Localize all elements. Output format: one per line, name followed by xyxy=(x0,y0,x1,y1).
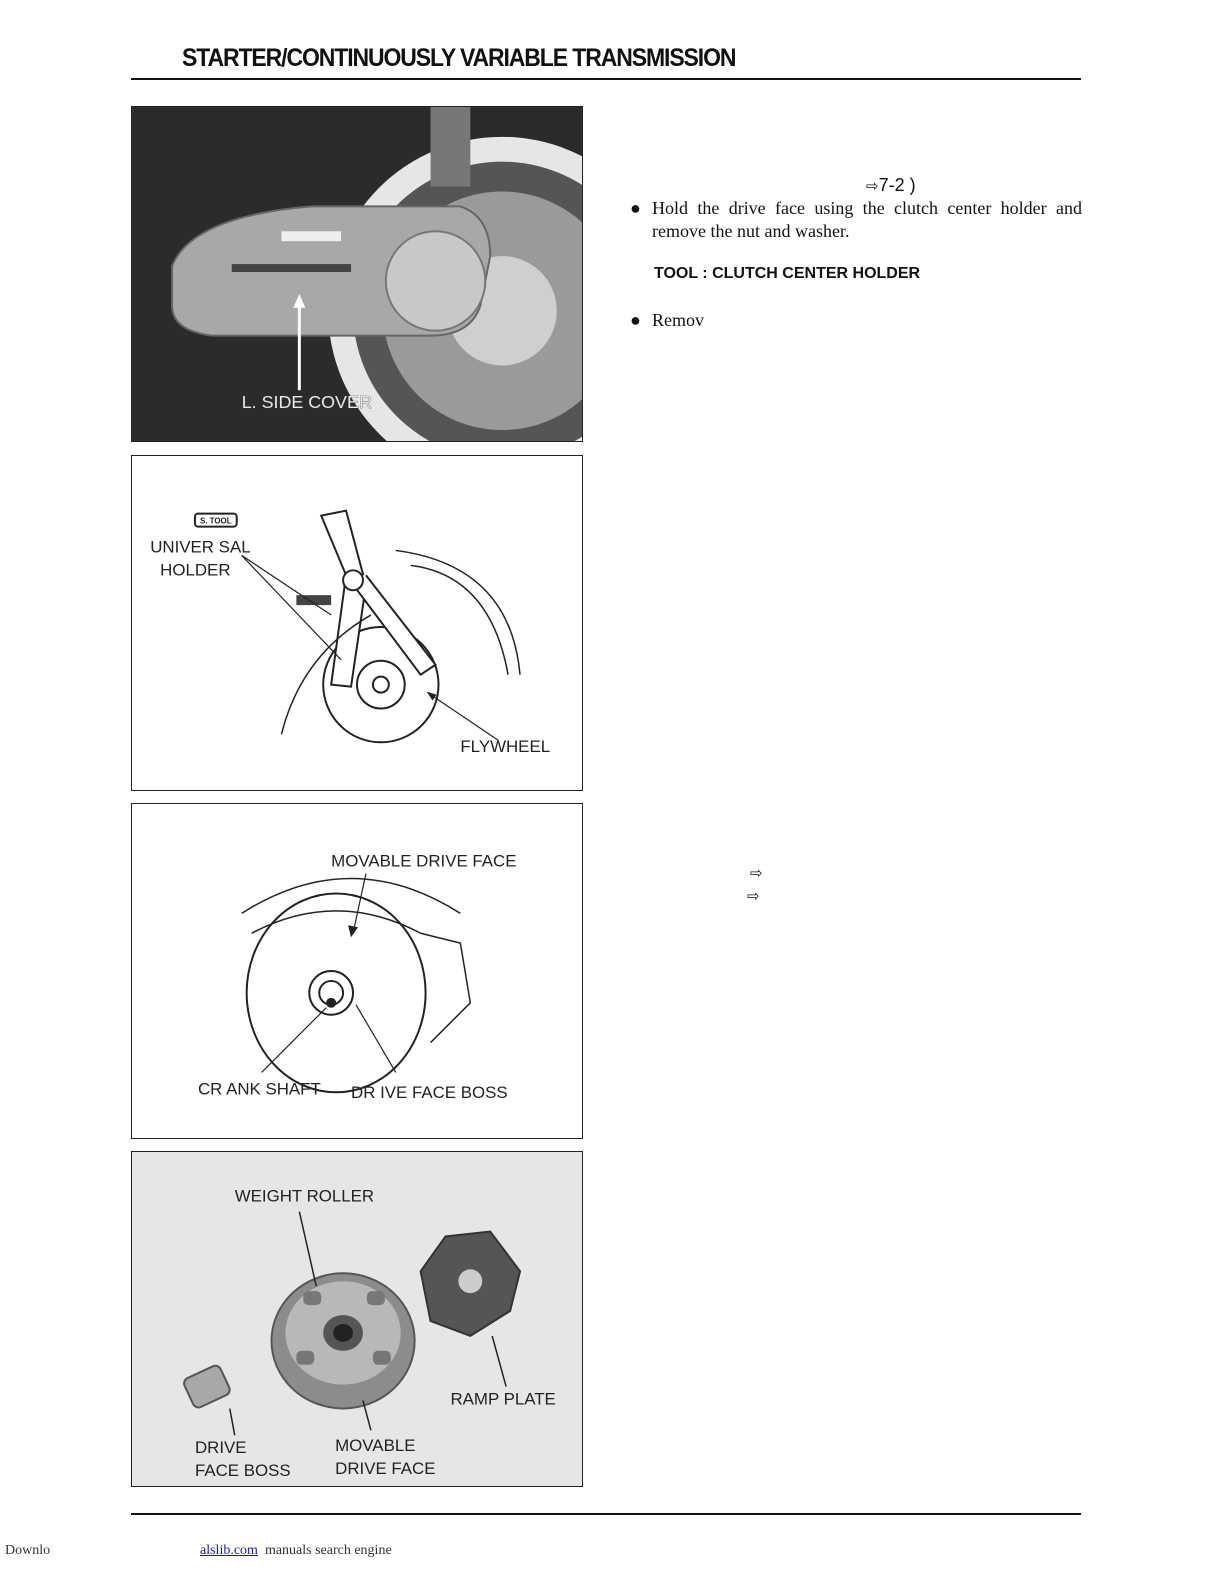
reference-note xyxy=(866,175,916,196)
arrow-right-icon: ⇨ xyxy=(747,887,760,905)
stool-badge-text: S. TOOL xyxy=(199,516,232,526)
universal-holder-drawing xyxy=(132,456,582,790)
arrow-right-icon: ⇨ xyxy=(750,864,763,882)
side-cover-illustration xyxy=(132,107,582,441)
label-ramp-plate: RAMP PLATE xyxy=(450,1389,556,1409)
label-drive-face: DRIVE FACE xyxy=(335,1459,436,1479)
label-movable: MOVABLE xyxy=(335,1436,416,1456)
footer-rule xyxy=(131,1513,1081,1515)
label-universal: UNIVER SAL xyxy=(150,537,251,557)
components-illustration xyxy=(132,1152,582,1486)
label-weight-roller: WEIGHT ROLLER xyxy=(234,1186,375,1206)
instruction-text: Remov xyxy=(652,310,704,330)
arrow-right-icon: ⇨ xyxy=(866,177,879,195)
figure-universal-holder xyxy=(131,455,583,791)
figure-components-photo xyxy=(131,1151,583,1487)
label-face-boss: FACE BOSS xyxy=(194,1461,291,1481)
footer-tagline: manuals search engine xyxy=(264,1543,392,1558)
label-side-cover: L. SIDE COVER xyxy=(241,392,372,413)
label-flywheel: FLYWHEEL xyxy=(460,737,551,757)
bullet-icon: ● xyxy=(630,310,641,330)
movable-drive-face-drawing xyxy=(132,804,582,1138)
label-drive: DRIVE xyxy=(194,1438,247,1458)
figure-side-cover-photo xyxy=(131,106,583,442)
figure-movable-drive-face xyxy=(131,803,583,1139)
label-crank-shaft: CR ANK SHAFT xyxy=(197,1079,321,1099)
footer-link[interactable]: alslib.com xyxy=(200,1543,258,1558)
header-rule xyxy=(131,78,1081,80)
page-title: STARTER/CONTINUOUSLY VARIABLE TRANSMISSION xyxy=(182,44,736,72)
instruction-text: Hold the drive face using the clutch center holder and remove the nut and washer. xyxy=(652,198,1082,241)
tool-note: TOOL : CLUTCH CENTER HOLDER xyxy=(654,265,921,282)
footer-link-group xyxy=(200,1543,392,1559)
label-holder: HOLDER xyxy=(160,560,231,580)
bullet-icon: ● xyxy=(630,198,641,218)
label-movable-drive-face: MOVABLE DRIVE FACE xyxy=(331,851,517,871)
reference-text: 7-2 ) xyxy=(878,175,916,195)
footer-download-text: Downlo xyxy=(5,1543,51,1558)
label-drive-face-boss: DR IVE FACE BOSS xyxy=(351,1083,508,1103)
